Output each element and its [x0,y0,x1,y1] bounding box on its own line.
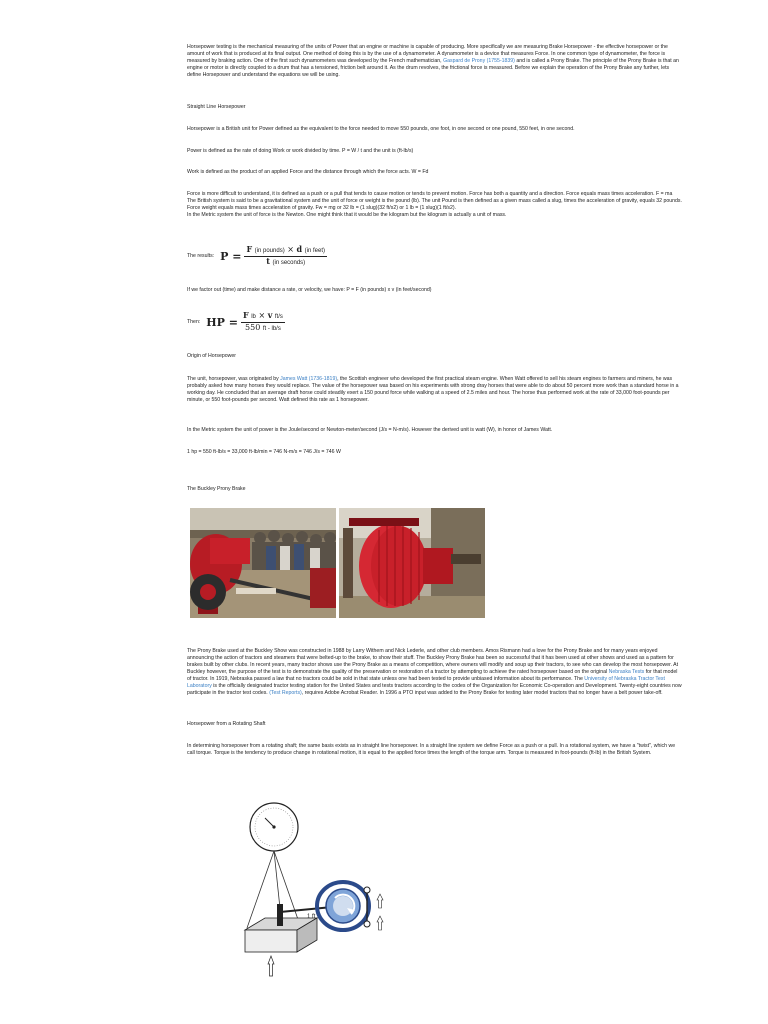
force-paragraph [187,191,683,219]
formula-numerator: F (in pounds) × d (in feet) [246,244,325,254]
factor-out-text: If we factor out (time) and make distance a rate, or velocity, we have: P = F (in pounds) x v (in feet/second) [187,287,432,293]
conversion-text: 1 hp = 550 ft-lb/s = 33,000 ft-lb/min = 746 N-m/s = 746 J/s = 746 W [187,449,341,455]
formula-fraction [244,246,327,267]
formula-denominator: t (in seconds) [266,255,306,266]
buckley-text-3: is the officially designated tractor testing station for the United States and tests tractors according to the codes of the Organization for Economic Co-operation and Development. Twenty-eight countries now participate in the tractor test codes. [187,683,682,696]
fraction-bar [244,256,327,257]
up-arrow-icon [377,894,383,908]
test-reports-link[interactable]: (Test Reports) [269,690,302,696]
straight-line-heading: Straight Line Horsepower [187,104,246,110]
up-arrow-icon [377,916,383,930]
power-definition: Power is defined as the rate of doing Work or work divided by time. P = W / t and the unit is (ft-lb/s) [187,148,414,154]
rotating-heading: Horsepower from a Rotating Shaft [187,721,266,727]
formula-denominator: 550 ft - lb/s [245,322,281,332]
intro-text: Horsepower testing is the mechanical measuring of the units of Power that an engine or machine is capable of producing. More specifically we are measuring Brake Horsepower - the effective horsepower or the amount of work that is produced at its final output. One method of doing this is by the use of a dynamometer. A dynamometer is a device that measures Force. In one common type of dynamometer, the force is measured by braking action. One of the first such dynamometers was developed by the French mathematician, [187,44,668,64]
origin-heading: Origin of Horsepower [187,353,237,359]
buckley-heading: The Buckley Prony Brake [187,486,246,492]
intro-text-cont: and is called a Prony Brake. The principle of the Prony Brake is that an engine or motor is directly coupled to a drum that has a tensioned, friction belt around it. As the drum revolves, the frictional force is measured. Before we explain the operation of the Prony Brake any further, lets define Horsepower and understand the equations we will be using. [187,58,679,78]
buckley-text-4: , requires Adobe Acrobat Reader. In 1996 a PTO input was added to the Prony Brake for testing later model tractors that no longer have a belt power take-off. [301,690,663,696]
prony-link[interactable]: Gaspard de Prony (1755-1839) [443,58,515,64]
intro-paragraph [187,44,683,79]
formula-lhs: HP = [206,315,238,329]
buckley-paragraph [187,648,683,697]
up-arrow-icon [268,956,274,976]
origin-text: The unit, horsepower, was originated by [187,376,279,382]
work-definition: Work is defined as the product of an applied Force and the distance through which the force acts. W = Fd [187,169,429,175]
james-watt-link[interactable]: James Watt (1736-1819) [280,376,338,382]
tractor-photo [190,508,336,618]
metric-power-text: In the Metric system the unit of power is the Joule/second or Newton-meter/second (J/s = N-m/s). However the derived unit is watt (W), in honor of James Watt. [187,427,553,433]
force-line-1: Force is more difficult to understand, it is defined as a push or a pull that tends to cause motion or tends to prevent motion. Force has both a quantity and a direction. Force equals mass times acceleration. F = ma [187,191,673,197]
formula-lhs: P = [220,249,242,263]
hp-formula [187,312,285,333]
buckley-text-2: for that model of tractor. In 1919, Nebraska passed a law that no tractors could be sold in that state unless one had been tested to provide unbiased information about its performance. The [187,669,678,682]
nebraska-tests-link[interactable]: Nebraska Tests [608,669,645,675]
origin-text-cont: , the Scottish engineer who developed the first practical steam engine. When Watt offered to sell his steam engines to farmers and miners, he was probably asked how many horses they would replace. The value of the horsepower was based on his experiments with strong dray horses that were able to do about 50 percent more work than a standard horse in a working day. He concluded that an average draft horse could steadily exert a 150 pound force while walking at a speed of 2.5 miles and hour. The horse thus performed work at the rate of 33,000 foot-pounds per minute, or 550 foot-pounds per second. Watt defined this rate as 1 horsepower. [187,376,679,403]
power-formula [187,246,327,267]
buckley-text-1: The Prony Brake used at the Buckley Show was constructed in 1988 by Larry Withem and Nick Lederle, and other club members. Amos Rismann had a love for the Prony Brake and for many years enjoyed announcing the action of tractors and steamers that were belted-up to the brake, to show their stuff. The Buckley Prony Brake has been so successful that it has been used at other shows and used as a pattern for brakes built by other clubs. In recent years, many tractor shows use the Prony Brake as a means of competition, where owners will modify and soup up their tractors, to see who can develop the most horsepower. At Buckley however, the purpose of the test is to demonstrate the quality of the preservation or restoration of a tractor by attempting to achieve the rated horsepower based on the original [187,648,679,675]
torque-arm-label: 1 ft [307,914,316,920]
nebraska-lab-link[interactable]: University of Nebraska Tractor Test Laboratory [187,676,665,689]
formula-label: Then: [187,318,201,325]
force-line-3: In the Metric system the unit of force is the Newton. One might think that it would be the kilogram but the kilogram is actually a unit of mass. [187,212,507,218]
formula-label: The results: [187,252,215,259]
prony-brake-diagram [243,800,393,980]
rotating-paragraph: In determining horsepower from a rotating shaft; the same basis exists as in straight line horsepower. In a straight line system we define Force as a push or a pull. In a rotational system, we have a "twist", which we call torque. Torque is the tendency to produce change in rotational motion, it is equal to the applied force times the length of the torque arm. Torque is measured in foot-pounds (ft-lb) in the British System. [187,743,676,756]
formula-fraction [241,312,285,333]
hp-definition: Horsepower is a British unit for Power defined as the equivalent to the force needed to move 550 pounds, one foot, in one second or one pound, 550 feet, in one second. [187,126,575,132]
prony-brake-photo [339,508,485,618]
origin-paragraph [187,376,683,404]
force-line-2: The British system is said to be a gravitational system and the unit of force or weight is the pound (lb). The unit Pound is then defined as a given mass called a slug, times the acceleration of gravity, equals 32 pounds. Force weight equals mass times acceleration of gravity. Fw = mg or 32 lb = (1 slug)(32 ft/s2) or 1 lb = (1 slug)(1 ft/s2). [187,198,682,211]
formula-numerator: F lb × v ft/s [242,310,283,320]
